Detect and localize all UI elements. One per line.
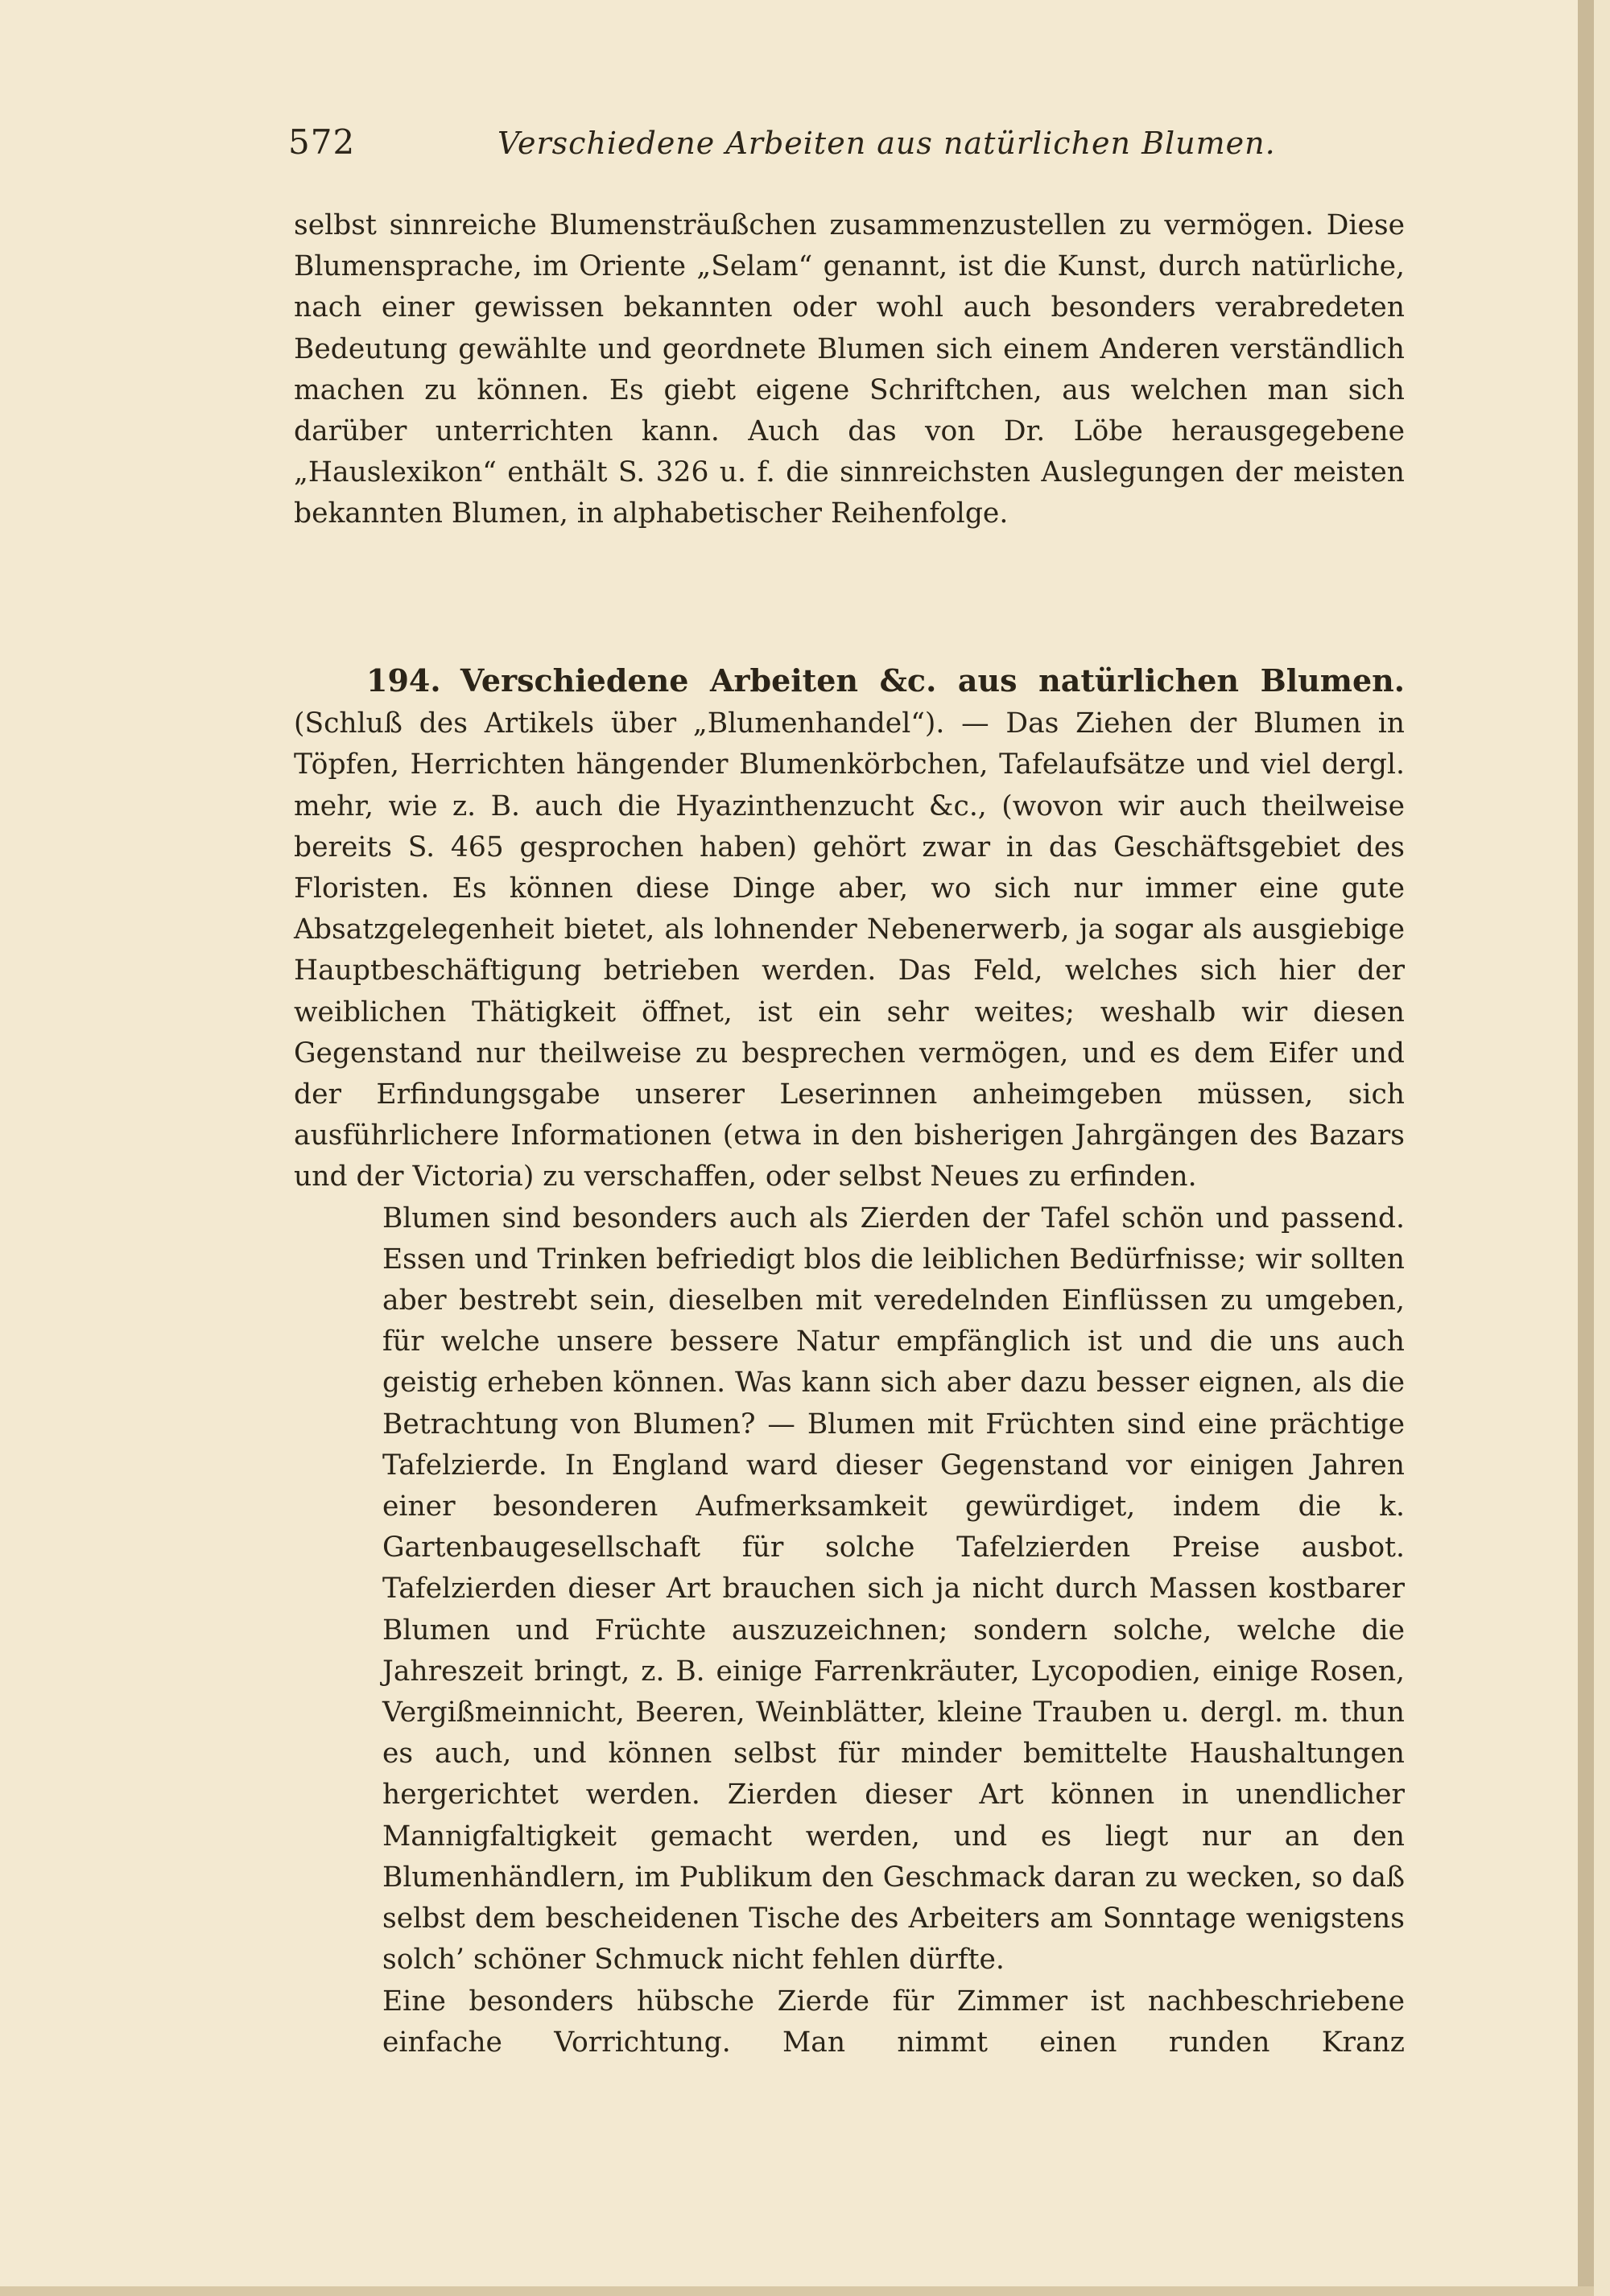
intro-paragraph: selbst sinnreiche Blumensträußchen zusammenzustellen zu vermögen. Diese Blumensprache, im Oriente „Selam“ genannt, ist die Kunst, durch natürliche, nach einer gewissen bekannten oder wohl auch besonders verabredeten Bedeutung gewählte und geordnete Blumen sich einem Anderen verständlich machen zu können. Es giebt eigene Schriftchen, aus welchen man sich darüber unterrichten kann. Auch das von Dr. Löbe herausgegebene „Hauslexikon“ enthält S. 326 u. f. die sinnreichsten Auslegungen der meisten bekannten Blumen, in alphabetischer Reihenfolge.: [294, 209, 1405, 530]
section-paragraph-1: (Schluß des Artikels über „Blumenhandel“). — Das Ziehen der Blumen in Töpfen, Herrichten hängender Blumenkörbchen, Tafelaufsätze und viel dergl. mehr, wie z. B. auch die Hyazinthenzucht &c., (wovon wir auch theilweise bereits S. 465 gesprochen haben) gehört zwar in das Geschäftsgebiet des Floristen. Es können diese Dinge aber, wo sich nur immer eine gute Absatzgelegenheit bietet, als lohnender Nebenerwerb, ja sogar als ausgiebige Hauptbeschäftigung betrieben werden. Das Feld, welches sich hier der weiblichen Thätigkeit öffnet, ist ein sehr weites; weshalb wir diesen Gegenstand nur theilweise zu besprechen vermögen, und es dem Eifer und der Erfindungsgabe unserer Leserinnen anheimgeben müssen, sich ausführlichere Informationen (etwa in den bisherigen Jahrgängen des Bazars und der Victoria) zu verschaffen, oder selbst Neues zu erfinden.: [294, 707, 1405, 1193]
running-title: Verschiedene Arbeiten aus natürlichen Blumen.: [497, 126, 1276, 161]
section-title: Verschiedene Arbeiten &c. aus natürlichen Blumen.: [460, 662, 1406, 699]
page-header: [288, 122, 1415, 171]
section-number: 194.: [366, 662, 441, 699]
section-paragraph-2: Blumen sind besonders auch als Zierden der Tafel schön und passend. Essen und Trinken befriedigt blos die leiblichen Bedürfnisse; wir sollten aber bestrebt sein, dieselben mit veredelnden Einflüssen zu umgeben, für welche unsere bessere Natur empfänglich ist und die uns auch geistig erheben können. Was kann sich aber dazu besser eignen, als die Betrachtung von Blumen? — Blumen mit Früchten sind eine prächtige Tafelzierde. In England ward dieser Gegenstand vor einigen Jahren einer besonderen Aufmerksamkeit gewürdiget, indem die k. Gartenbaugesellschaft für solche Tafelzierden Preise ausbot. Tafelzierden dieser Art brauchen sich ja nicht durch Massen kostbarer Blumen und Früchte auszuzeichnen; sondern solche, welche die Jahreszeit bringt, z. B. einige Farrenkräuter, Lycopodien, einige Rosen, Vergißmeinnicht, Beeren, Weinblätter, kleine Trauben u. dergl. m. thun es auch, und können selbst für minder bemittelte Haushaltungen hergerichtet werden. Zierden dieser Art können in unendlicher Mannigfaltigkeit gemacht werden, und es liegt nur an den Blumenhändlern, im Publikum den Geschmack daran zu wecken, so daß selbst dem bescheidenen Tische des Arbeiters am Sonntage wenigstens solch’ schöner Schmuck nicht fehlen dürfte.: [382, 1202, 1405, 1977]
section-paragraph-3: Eine besonders hübsche Zierde für Zimmer ist nachbeschriebene einfache Vorrichtung. Man nimmt einen runden Kranz: [382, 1985, 1405, 2059]
page-number: 572: [288, 122, 356, 162]
intro-text-block: [294, 205, 1405, 535]
page-bottom-edge: [0, 2286, 1594, 2296]
page-edge: [1578, 0, 1594, 2296]
section-first-paragraph: [294, 660, 1405, 1198]
section-194: [294, 660, 1405, 2063]
